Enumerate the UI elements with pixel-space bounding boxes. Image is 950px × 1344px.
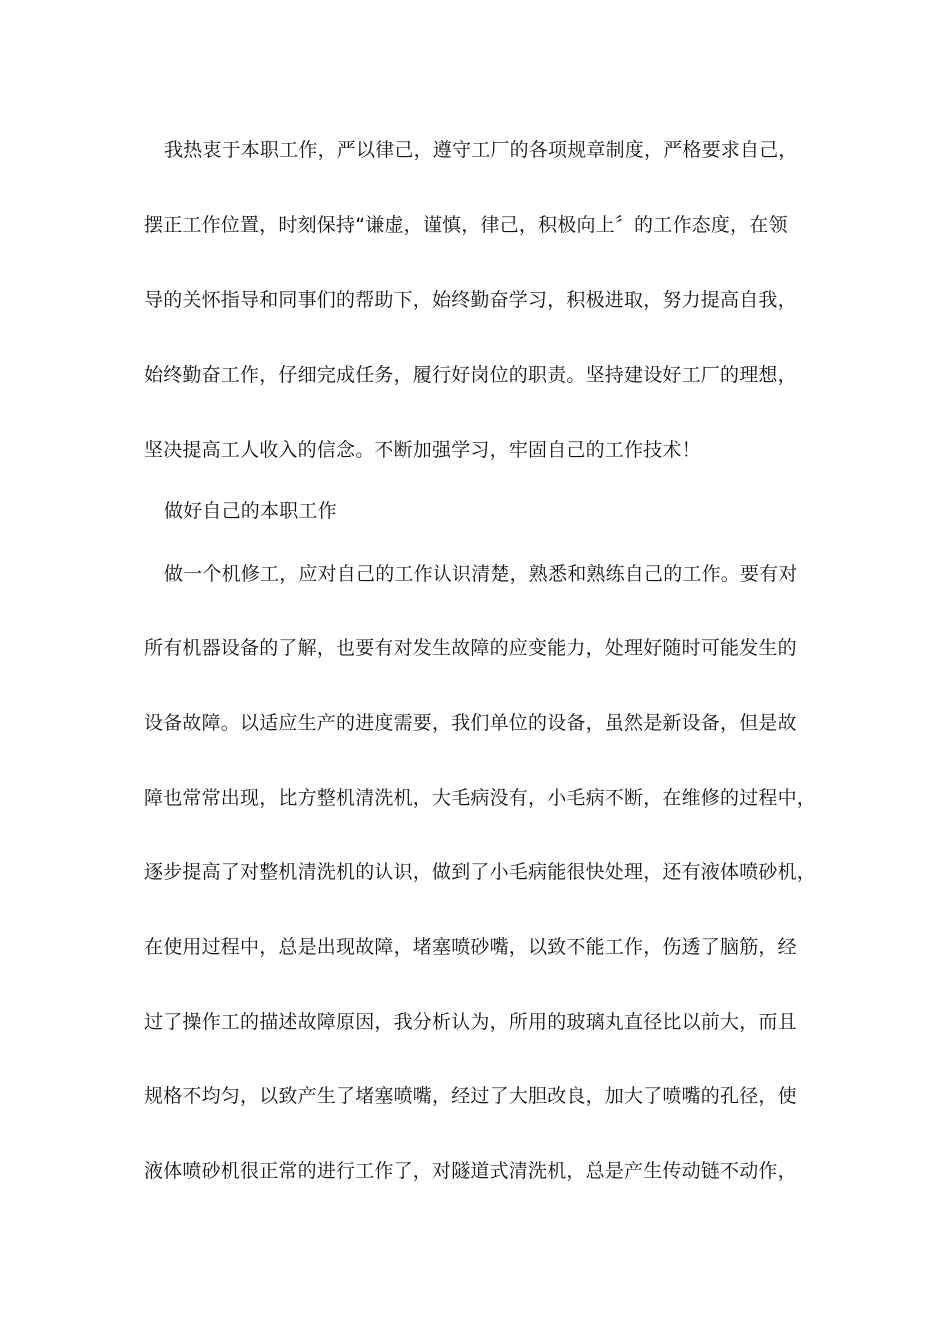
paragraph-2-line: 规格不均匀，以致产生了堵塞喷嘴，经过了大胆改良，加大了喷嘴的孔径，使 — [144, 1085, 797, 1107]
paragraph-2-line: 液体喷砂机很正常的进行工作了，对隧道式清洗机，总是产生传动链不动作， — [144, 1160, 797, 1182]
paragraph-1-line: 坚决提高工人收入的信念。不断加强学习，牢固自己的工作技术！ — [144, 439, 701, 461]
paragraph-1-line: 导的关怀指导和同事们的帮助下，始终勤奋学习，积极进取，努力提高自我， — [144, 289, 797, 311]
paragraph-2-line: 所有机器设备的了解，也要有对发生故障的应变能力，处理好随时可能发生的 — [144, 637, 797, 659]
section-heading: 做好自己的本职工作 — [164, 500, 337, 522]
paragraph-1-line: 我热衷于本职工作，严以律己，遵守工厂的各项规章制度，严格要求自己， — [164, 139, 798, 161]
paragraph-2-line: 过了操作工的描述故障原因，我分析认为，所用的玻璃丸直径比以前大，而且 — [144, 1011, 797, 1033]
paragraph-2-line: 在使用过程中，总是出现故障，堵塞喷砂嘴，以致不能工作，伤透了脑筋，经 — [144, 936, 797, 958]
paragraph-2-line: 逐步提高了对整机清洗机的认识，做到了小毛病能很快处理，还有液体喷砂机， — [144, 861, 817, 883]
paragraph-1-line: 始终勤奋工作，仔细完成任务，履行好岗位的职责。坚持建设好工厂的理想， — [144, 364, 797, 386]
paragraph-2-line: 障也常常出现，比方整机清洗机，大毛病没有，小毛病不断，在维修的过程中， — [144, 787, 817, 809]
paragraph-2-line: 做一个机修工，应对自己的工作认识清楚，熟悉和熟练自己的工作。要有对 — [164, 563, 798, 585]
paragraph-2-line: 设备故障。以适应生产的进度需要，我们单位的设备，虽然是新设备，但是故 — [144, 712, 797, 734]
paragraph-1-line: 摆正工作位置，时刻保持“谦虚，谨慎，律己，积极向上〞的工作态度，在领 — [144, 214, 788, 236]
